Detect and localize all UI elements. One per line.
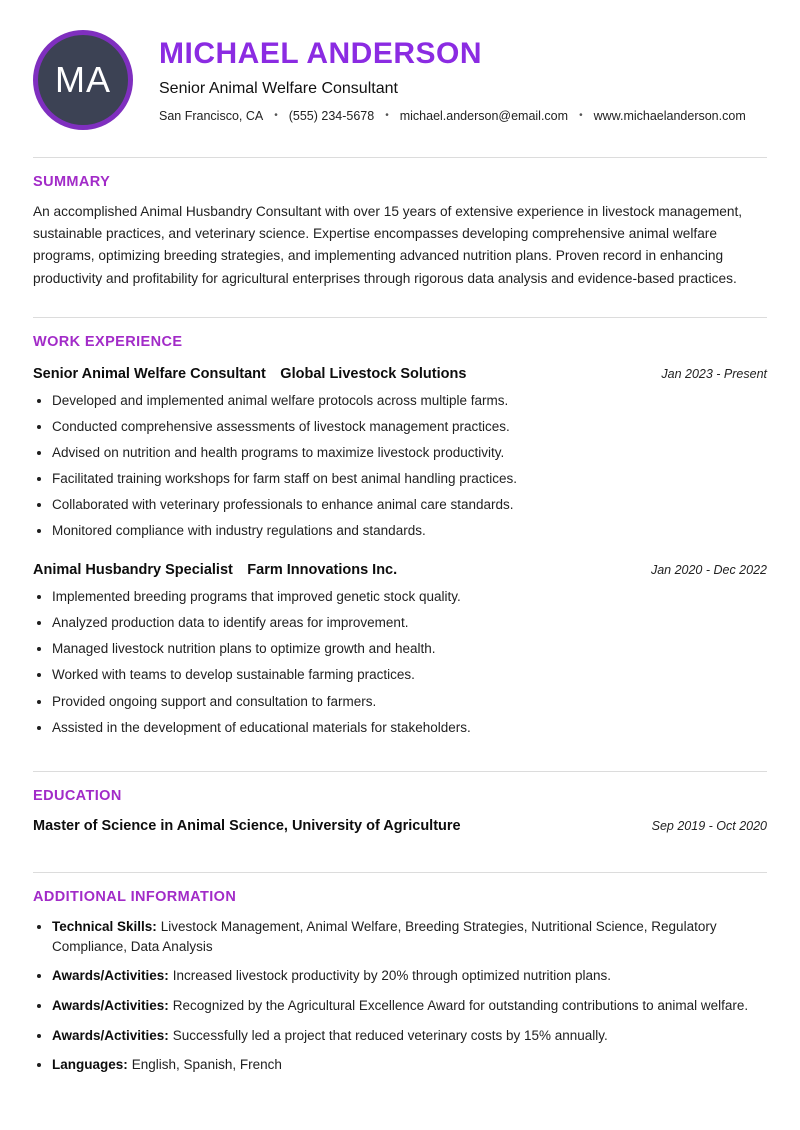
job-title-company — [33, 561, 397, 579]
job-bullets — [33, 392, 767, 541]
additional-heading: ADDITIONAL INFORMATION — [33, 889, 237, 906]
education-heading: EDUCATION — [33, 788, 122, 805]
job-entry — [33, 365, 767, 541]
contact-separator: • — [274, 110, 278, 121]
contact-email: michael.anderson@email.com — [399, 109, 569, 123]
section-divider — [33, 317, 767, 318]
section-education — [33, 771, 767, 834]
contact-location: San Francisco, CA — [159, 109, 264, 123]
job-bullet: • Provided ongoing support and consultation to farmers. — [52, 693, 767, 712]
person-name: MICHAEL ANDERSON — [159, 37, 483, 70]
additional-item-text: Increased livestock productivity by 20% through optimized nutrition plans. — [172, 968, 612, 984]
job-dates: Jan 2020 - Dec 2022 — [650, 563, 767, 577]
job-title-company — [33, 365, 466, 383]
job-bullet: • Implemented breeding programs that improved genetic stock quality. — [52, 588, 767, 607]
additional-item — [52, 917, 767, 956]
job-bullet: • Advised on nutrition and health programs to maximize livestock productivity. — [52, 444, 767, 463]
job-bullet: • Collaborated with veterinary professionals to enhance animal care standards. — [52, 496, 767, 515]
additional-item-label: Technical Skills: — [52, 919, 157, 935]
job-title: Animal Husbandry Specialist — [33, 562, 233, 578]
additional-item-label: Awards/Activities: — [52, 968, 169, 984]
additional-item-text: Recognized by the Agricultural Excellence Award for outstanding contributions to animal welfare. — [172, 997, 749, 1013]
job-bullet: • Monitored compliance with industry regulations and standards. — [52, 522, 767, 541]
job-dates: Jan 2023 - Present — [661, 366, 767, 381]
contact-separator: • — [579, 110, 583, 121]
job-header — [33, 365, 767, 383]
education-dates: Sep 2019 - Oct 2020 — [651, 819, 767, 834]
education-degree: Master of Science in Animal Science, University of Agriculture — [33, 818, 461, 835]
section-divider — [33, 872, 767, 873]
avatar-initials: MA — [55, 59, 111, 100]
job-bullet: • Worked with teams to develop sustainable farming practices. — [52, 666, 767, 685]
resume-header — [33, 30, 767, 130]
additional-list — [33, 917, 767, 1074]
section-divider — [33, 157, 767, 158]
summary-heading: SUMMARY — [33, 174, 111, 190]
job-company: Farm Innovations Inc. — [247, 562, 398, 578]
additional-item — [52, 1026, 767, 1046]
section-additional-information — [33, 872, 767, 1074]
person-title: Senior Animal Welfare Consultant — [159, 80, 398, 97]
additional-item-text: Livestock Management, Animal Welfare, Breeding Strategies, Nutritional Science, Regulatory Compliance, Data Analysis — [52, 919, 717, 954]
additional-item-text: Successfully led a project that reduced veterinary costs by 15% annually. — [172, 1027, 608, 1043]
job-bullet: • Developed and implemented animal welfare protocols across multiple farms. — [52, 392, 767, 411]
additional-item-label: Languages: — [52, 1057, 128, 1073]
section-divider — [33, 771, 767, 772]
section-summary — [33, 157, 767, 290]
additional-item — [52, 996, 767, 1016]
contact-website: www.michaelanderson.com — [593, 109, 746, 123]
work-heading: WORK EXPERIENCE — [33, 333, 183, 350]
job-company: Global Livestock Solutions — [280, 365, 467, 382]
job-bullet: • Assisted in the development of educational materials for stakeholders. — [52, 719, 767, 738]
job-header — [33, 561, 767, 579]
additional-item — [52, 1055, 767, 1075]
job-bullet: • Facilitated training workshops for farm staff on best animal handling practices. — [52, 470, 767, 489]
contact-row — [159, 109, 767, 123]
additional-item-text: English, Spanish, French — [131, 1057, 282, 1073]
job-entry — [33, 561, 767, 737]
job-bullet: • Conducted comprehensive assessments of livestock management practices. — [52, 418, 767, 437]
header-text — [159, 37, 767, 123]
section-work-experience — [33, 317, 767, 738]
additional-item-label: Awards/Activities: — [52, 1027, 169, 1043]
additional-item-label: Awards/Activities: — [52, 997, 169, 1013]
job-bullet: • Analyzed production data to identify areas for improvement. — [52, 614, 767, 633]
job-bullet: • Managed livestock nutrition plans to optimize growth and health. — [52, 640, 767, 659]
education-entry — [33, 818, 767, 834]
avatar — [33, 30, 133, 130]
summary-text: An accomplished Animal Husbandry Consultant with over 15 years of extensive experience in livestock management, sustainable practices, and veterinary science. Expertise encompasses developing comprehensive animal welfare programs, optimizing breeding strategies, and implementing advanced nutrition plans. Proven record in enhancing productivity and profitability for agricultural enterprises through rigorous data analysis and evidence-based practices. — [33, 204, 743, 286]
additional-item — [52, 966, 767, 986]
contact-phone: (555) 234-5678 — [288, 109, 375, 123]
job-bullets — [33, 588, 767, 737]
contact-separator: • — [385, 110, 389, 121]
job-title: Senior Animal Welfare Consultant — [33, 365, 266, 382]
